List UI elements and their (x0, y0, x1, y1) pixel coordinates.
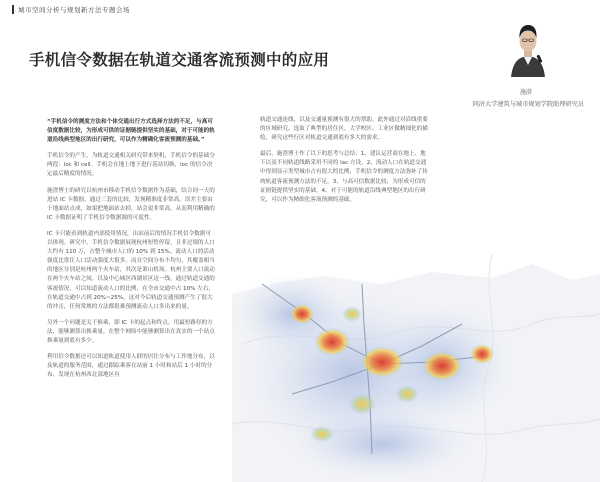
hotspot (310, 426, 334, 442)
article-title: 手机信令数据在轨道交通客流预测中的应用 (29, 51, 330, 69)
speaker-photo (505, 17, 551, 77)
body-paragraph: 最后，施澄博士作了以下的思考与总结：1、建议运营商在地上、地下以及不同轨道线路采用不同的 lac 方设。2、流动人口在轨道交通中得到显示类型城市占有很大的比例，手机信令的测度方法弥补了传统轨道客流预测方法的不足。3、与高可信数据比较，为形成可信的证据链提供坚实的基础。4、对于可能的轨道沿线典型地区的出行研究，可以作为精细化客流预测的基础。 (260, 151, 428, 203)
speaker-affiliation: 同济大学建筑与城市规划学院助理研究员 (472, 101, 584, 108)
speaker-name: 施澄 (520, 89, 533, 96)
hotspot (470, 344, 494, 364)
article-column-right (260, 116, 428, 212)
body-paragraph: IC 卡只能看到轨道内部使用情况，出站前后的情况手机信令数据可以体现。研究中，手机信令数据展现杭州短暂停留，且非过境的人口大约有 110 万，占整个城市人口的 10% 到 15%。流动人口的活动强度比常住人口活动强度大很多，而且空间分布不均匀，其覆盖相当的地区分别是杭州两个火车站，其次是萧山机场。杭州主要人口流动在两个火车站之间，以及中心城区西湖景区这一线。通过轨道交通的客流情况，可以知道流动人口的比例，在全市交通中占 10% 左右，在轨道交通中占到 20%~25%，这对今后轨道交通预测产生了很大的冲击，任何常规的方法都很难预测流动人口多出来的量。 (47, 230, 215, 310)
heat-halo (292, 409, 472, 479)
hotspot (422, 351, 462, 381)
section-header: 城市空间分析与规划新方法专题会场 (12, 5, 130, 14)
hotspot (290, 304, 314, 324)
body-paragraph: 手机信令的产生，为轨道交通相关研究带来契机，手机信令的基础分两段：loc 和 cell。手机会在地上地下进行基站切换，loc 的信令决定最后精度的情况。 (47, 153, 215, 178)
body-paragraph: 轨道交通连线，以及交通量预测有很大的帮助。此外通过对沿线重要的区域研究，选取了典型的居住区、大学校区、工业区做精细化的描绘，研究这些行区对轨道交通到底有多大的需求。 (260, 117, 428, 142)
hotspot (395, 385, 419, 403)
body-paragraph: 另外一个问题是关于换乘，即 IC 卡的起点和终点，用最短路径的方法，能够测算出换乘量，在整个网络中能够测算出在真实的一个站点换乘量到底有多少。 (47, 319, 215, 344)
lead-paragraph: “手机信令的测度方法和个体交通出行方式选择方法的不足，与高可信度数据比较，为形成可供的证据链提供坚实的基础，对于可能的轨道沿线典型地区的出行研究，可以作为精确化客流预测的基础。” (47, 119, 215, 144)
hotspot (314, 328, 350, 356)
body-paragraph: 利用信令数据还可以知道轨道使用人群的居住分布与工作地分布，以及轨道的服务范围，通过跟踪乘客在站前 1 小时和站后 1 小时的分布，发现在杭州西北部地区有 (47, 354, 215, 379)
hotspot (348, 393, 376, 415)
body-paragraph: 施澄博士的研究以杭州市移动手机信令数据作为基础，结合同一天的进站 IC 卡数据，通过三套的比较，发现精准度非常高，误差主要由于地面站点成，如果把地面站去掉，站会更非常高，从而利用精确的 IC 卡数据证明了手机信令数据源的可度性。 (47, 187, 215, 221)
heatmap-figure (232, 254, 600, 482)
article-column-left (47, 118, 215, 387)
hotspot (342, 306, 362, 322)
hotspot (360, 346, 404, 378)
